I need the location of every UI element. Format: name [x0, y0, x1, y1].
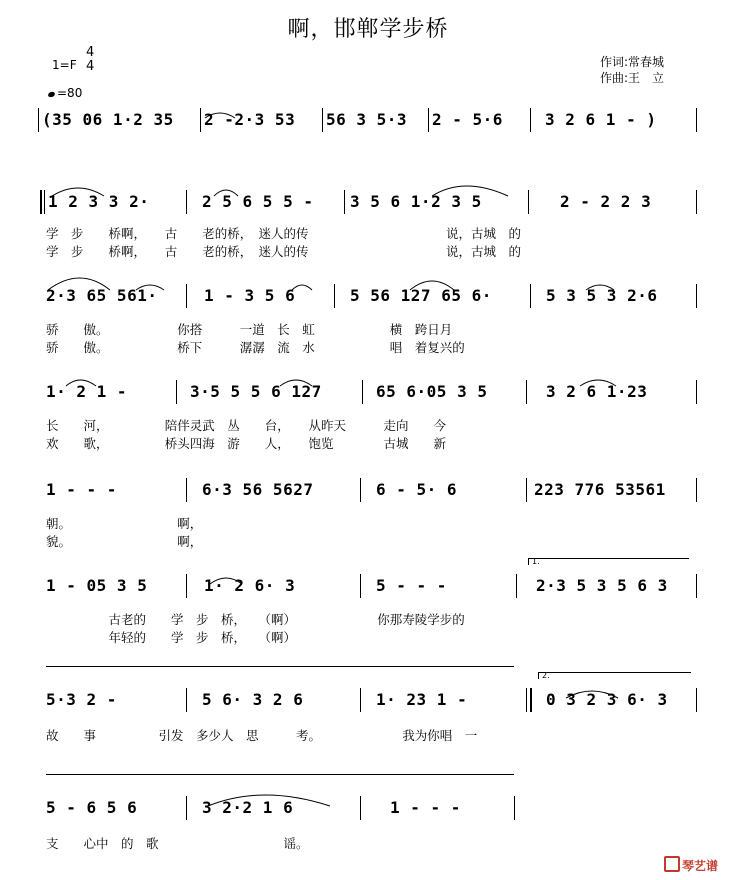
measure: 3 2 6 1 - ) [545, 110, 657, 129]
barline [186, 284, 187, 308]
measure: 2·3 5 3 5 6 3 [536, 576, 668, 595]
measure: 1 - 3 5 6 [204, 286, 296, 305]
barline [530, 688, 532, 712]
lyric-line-2: 年轻的 学 步 桥， （啊） [46, 630, 297, 645]
lyric-line-1: 古老的 学 步 桥， （啊） 你那寿陵学步的 [46, 612, 465, 627]
barline [696, 380, 697, 404]
measure: 2 5 6 5 5 - [202, 192, 314, 211]
measure: 5 - - - [376, 576, 447, 595]
barline [46, 666, 514, 667]
lyric-line-1: 故 事 引发 多少人 思 考。 我为你唱 一 [46, 728, 478, 743]
barline [186, 796, 187, 820]
measure: 223 776 53561 [534, 480, 666, 499]
tempo-value: =80 [57, 86, 83, 100]
barline [322, 108, 323, 132]
barline [176, 380, 177, 404]
measure: 2·3 65 561· [46, 286, 158, 305]
measure: 5 56 127 65 6· [350, 286, 492, 305]
barline [186, 190, 187, 214]
measure: (35 06 1·2 35 [42, 110, 174, 129]
measure: 6·3 56 5627 [202, 480, 314, 499]
time-signature-bottom: 4 [86, 59, 95, 74]
barline [696, 190, 697, 214]
staff-row-2 [0, 190, 736, 260]
lyric-line-2: 貌。 啊， [46, 534, 203, 549]
measure: 1 - 05 3 5 [46, 576, 148, 595]
measure: 2 - 2 2 3 [560, 192, 652, 211]
measure: 5 3 5 3 2·6 [546, 286, 658, 305]
composer: 作曲:王 立 [600, 71, 665, 85]
barline [40, 190, 42, 214]
volta-bracket [538, 672, 691, 679]
lyric-line-1: 学 步 桥啊， 古 老的桥， 迷人的传 说，古城 的 [46, 226, 522, 241]
barline [696, 478, 697, 502]
measure: 3 2·2 1 6 [202, 798, 294, 817]
barline [696, 284, 697, 308]
barline [186, 478, 187, 502]
staff-row-4 [0, 380, 736, 452]
measure: 1 - - - [46, 480, 117, 499]
barline [526, 380, 527, 404]
staff-row-7 [0, 671, 736, 748]
time-signature [86, 46, 94, 74]
barline [526, 688, 527, 712]
measure: 3 5 6 1·2 3 5 [350, 192, 482, 211]
measure: 1· 2 1 - [46, 382, 128, 401]
measure: 1 - - - [390, 798, 461, 817]
measure: 1· 2 6· 3 [204, 576, 296, 595]
barline [46, 774, 514, 775]
lyric-line-1: 骄 傲。 你搭 一道 长 虹 横 跨日月 [46, 322, 453, 337]
lyric-line-1: 朝。 啊， [46, 516, 203, 531]
measure: 6 - 5· 6 [376, 480, 458, 499]
barline [360, 796, 361, 820]
measure: 2 -2·3 53 [204, 110, 296, 129]
staff-row-1 [0, 108, 736, 138]
measure: 65 6·05 3 5 [376, 382, 488, 401]
measure: 56 3 5·3 [326, 110, 408, 129]
barline [696, 108, 697, 132]
tempo-marking [48, 86, 82, 100]
staff-row-3 [0, 284, 736, 356]
measure: 3 2 6 1·23 [546, 382, 648, 401]
barline [334, 284, 335, 308]
key-signature: 1=F [52, 58, 77, 72]
barline [514, 796, 515, 820]
measure: 2 - 5·6 [432, 110, 503, 129]
measure: 5 - 6 5 6 [46, 798, 138, 817]
barline [526, 478, 527, 502]
lyric-line-2: 学 步 桥啊， 古 老的桥， 迷人的传 说，古城 的 [46, 244, 522, 259]
logo-icon [664, 856, 680, 872]
lyric-line-1: 长 河， 陪伴灵武 丛 台， 从昨天 走向 今 [46, 418, 447, 433]
barline [360, 574, 361, 598]
lyricist: 作词:常春城 [600, 55, 665, 69]
measure: 3·5 5 5 6 127 [190, 382, 322, 401]
barline [200, 108, 201, 132]
barline [44, 190, 45, 214]
barline [186, 574, 187, 598]
measure: 1 2 3 3 2· [48, 192, 150, 211]
measure: 1· 23 1 - [376, 690, 468, 709]
barline [528, 190, 529, 214]
barline [360, 688, 361, 712]
lyric-line-1: 支 心中 的 歌 谣。 [46, 836, 309, 851]
credits [600, 54, 664, 86]
quarter-note-icon [47, 91, 55, 98]
barline [696, 688, 697, 712]
barline [530, 284, 531, 308]
barline [530, 108, 531, 132]
watermark-logo [664, 856, 718, 874]
volta-number: 2. [542, 671, 550, 680]
lyric-line-2: 欢 歌， 桥头四海 游 人， 饱览 古城 新 [46, 436, 447, 451]
barline [428, 108, 429, 132]
staff-row-8 [0, 796, 736, 856]
barline [696, 574, 697, 598]
barline [344, 190, 345, 214]
measure: 5·3 2 - [46, 690, 117, 709]
barline [38, 108, 39, 132]
time-signature-top: 4 [86, 45, 95, 60]
lyric-line-2: 骄 傲。 桥下 潺潺 流 水 唱 着复兴的 [46, 340, 465, 355]
barline [362, 380, 363, 404]
volta-bracket [528, 558, 689, 565]
volta-number: 1. [532, 557, 540, 566]
staff-row-6 [0, 557, 736, 648]
measure: 5 6· 3 2 6 [202, 690, 304, 709]
measure: 0 3 2 3 6· 3 [546, 690, 668, 709]
song-title: 啊，邯郸学步桥 [287, 17, 449, 42]
barline [516, 574, 517, 598]
staff-row-5 [0, 478, 736, 550]
watermark-text: 琴艺谱 [682, 859, 719, 873]
barline [360, 478, 361, 502]
barline [186, 688, 187, 712]
